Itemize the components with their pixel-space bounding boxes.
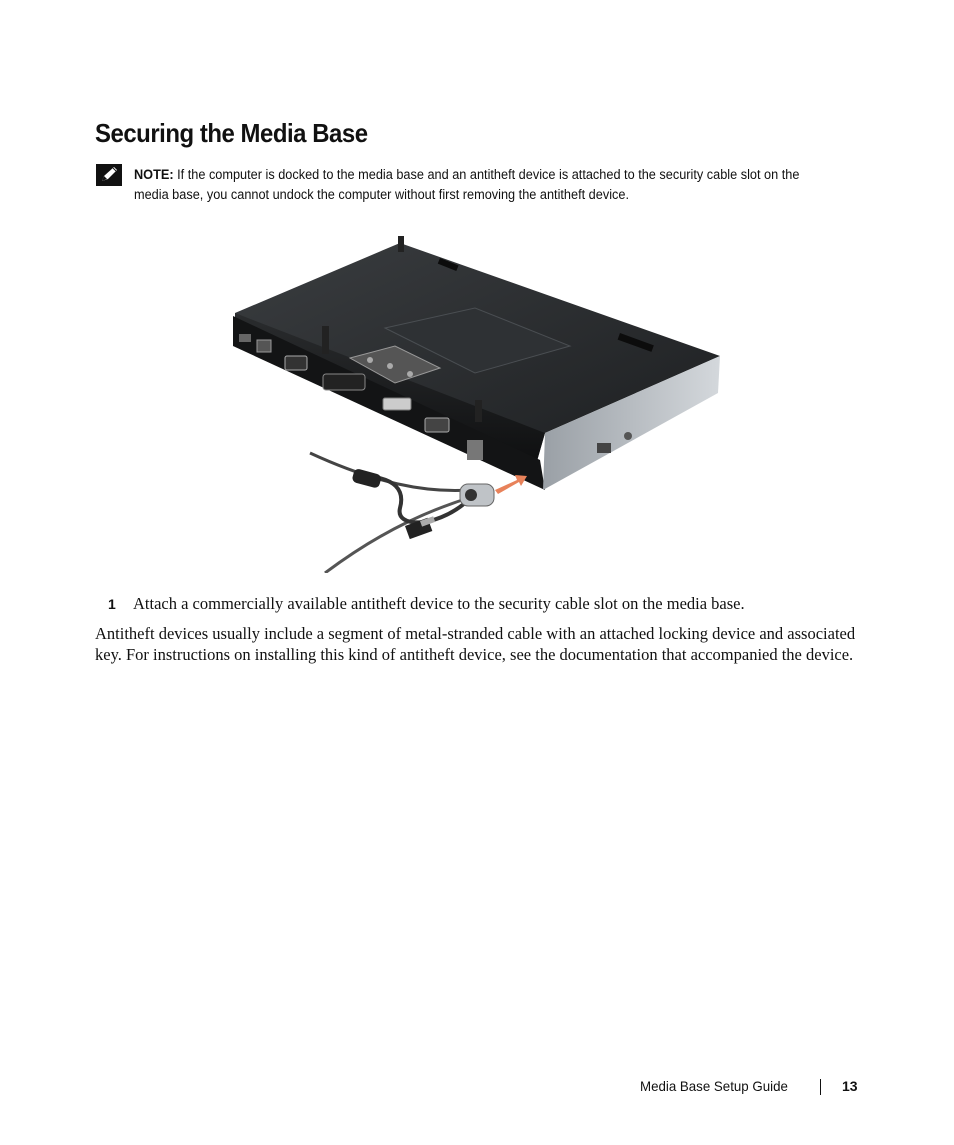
- page-title: Securing the Media Base: [95, 118, 368, 148]
- note-text: If the computer is docked to the media base and an antitheft device is attached to the security cable slot on the media base, you cannot undock the computer without first removing the antitheft device.: [134, 167, 800, 202]
- media-base-illustration: [225, 228, 725, 573]
- note-pencil-icon: [96, 164, 122, 186]
- page-number: 13: [842, 1078, 858, 1094]
- note-block: [134, 165, 837, 205]
- step-number: 1: [108, 596, 116, 612]
- instruction-step: [108, 594, 868, 614]
- footer-guide-title: Media Base Setup Guide: [640, 1078, 788, 1094]
- body-paragraph: Antitheft devices usually include a segment of metal-stranded cable with an attached locking device and associated key. For instructions on installing this kind of antitheft device, see the documentation that accompanied the device.: [95, 624, 856, 664]
- step-text: Attach a commercially available antitheft device to the security cable slot on the media base.: [133, 594, 745, 613]
- note-label: NOTE:: [134, 167, 174, 182]
- footer-divider: [820, 1079, 821, 1095]
